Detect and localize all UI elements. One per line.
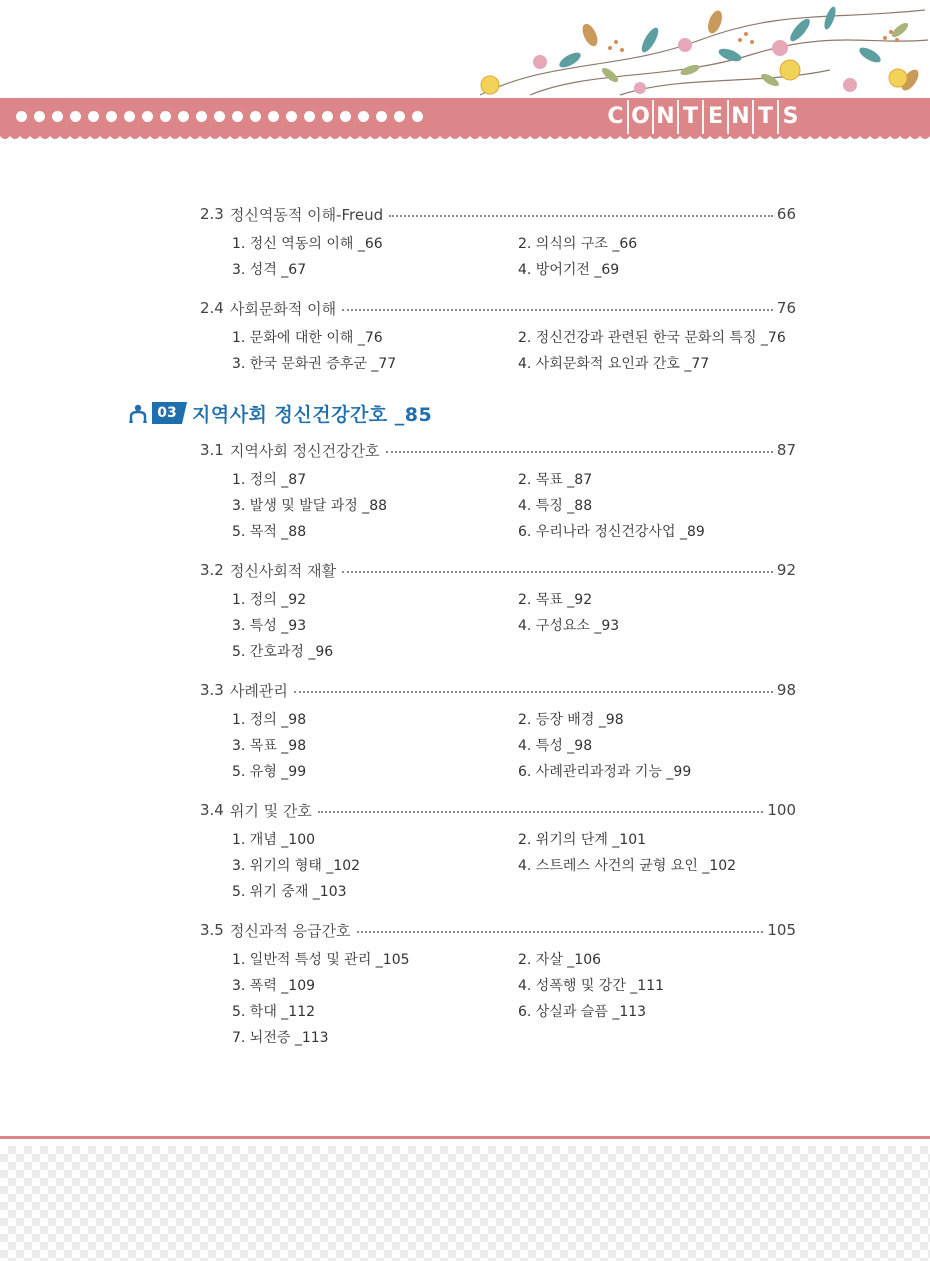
dot xyxy=(250,111,261,122)
toc-section-3-5[interactable] xyxy=(200,919,796,941)
dot xyxy=(106,111,117,122)
dot xyxy=(142,111,153,122)
dot xyxy=(196,111,207,122)
contents-separator xyxy=(752,100,754,134)
section-title: 사회문화적 이해 xyxy=(229,299,337,318)
contents-letter: C xyxy=(607,104,624,129)
footer-checker-pattern xyxy=(0,1146,930,1261)
section-title: 지역사회 정신건강간호 xyxy=(229,441,380,460)
contents-letter: S xyxy=(782,104,799,129)
section-title: 사례관리 xyxy=(229,681,288,700)
toc-item[interactable]: 1. 정의 _92 xyxy=(232,592,307,608)
dot-leader xyxy=(294,691,773,693)
toc-item[interactable]: 3. 특성 _93 xyxy=(232,618,307,634)
dot xyxy=(70,111,81,122)
toc-item[interactable]: 1. 정신 역동의 이해 _66 xyxy=(232,236,383,252)
toc-item[interactable]: 2. 등장 배경 _98 xyxy=(518,712,624,728)
dot-leader xyxy=(318,811,764,813)
section-number: 3.2 xyxy=(200,561,224,579)
contents-separator xyxy=(652,100,654,134)
section-title: 정신사회적 재활 xyxy=(229,561,337,580)
toc-item[interactable]: 3. 발생 및 발달 과정 _88 xyxy=(232,498,388,514)
toc-item[interactable]: 3. 성격 _67 xyxy=(232,262,307,278)
section-number: 3.5 xyxy=(200,921,224,939)
dot xyxy=(160,111,171,122)
contents-letter: N xyxy=(731,104,750,129)
contents-letter: E xyxy=(707,104,724,129)
toc-item[interactable]: 2. 위기의 단계 _101 xyxy=(518,832,647,848)
chapter-number-badge: 03 xyxy=(152,402,182,424)
toc-item[interactable]: 5. 위기 중재 _103 xyxy=(232,884,347,900)
toc-item[interactable]: 5. 학대 _112 xyxy=(232,1004,316,1020)
toc-item[interactable]: 1. 문화에 대한 이해 _76 xyxy=(232,330,383,346)
dot-leader xyxy=(357,931,764,933)
footer-divider xyxy=(0,1136,930,1139)
dot xyxy=(376,111,387,122)
toc-item[interactable]: 6. 사례관리과정과 기능 _99 xyxy=(518,764,692,780)
dot-leader xyxy=(386,451,773,453)
section-number: 2.4 xyxy=(200,299,224,317)
section-title: 정신과적 응급간호 xyxy=(229,921,351,940)
contents-separator xyxy=(777,100,779,134)
contents-letter: N xyxy=(656,104,675,129)
toc-item[interactable]: 2. 목표 _87 xyxy=(518,472,593,488)
dot xyxy=(88,111,99,122)
section-page: 100 xyxy=(767,801,796,819)
dot xyxy=(34,111,45,122)
dot xyxy=(16,111,27,122)
toc-item[interactable]: 1. 일반적 특성 및 관리 _105 xyxy=(232,952,410,968)
dot xyxy=(340,111,351,122)
section-number: 3.1 xyxy=(200,441,224,459)
toc-item[interactable]: 4. 스트레스 사건의 균형 요인 _102 xyxy=(518,858,737,874)
dot xyxy=(52,111,63,122)
contents-letter: T xyxy=(682,104,698,129)
contents-heading xyxy=(604,100,802,134)
dot xyxy=(178,111,189,122)
contents-separator xyxy=(677,100,679,134)
section-page: 92 xyxy=(776,561,796,579)
dot xyxy=(232,111,243,122)
dot xyxy=(124,111,135,122)
contents-separator xyxy=(727,100,729,134)
toc-item[interactable]: 1. 정의 _98 xyxy=(232,712,307,728)
dot-leader xyxy=(342,309,773,311)
dot xyxy=(214,111,225,122)
dot xyxy=(412,111,423,122)
dot xyxy=(358,111,369,122)
toc-item[interactable]: 4. 성폭행 및 강간 _111 xyxy=(518,978,665,994)
toc-item[interactable]: 7. 뇌전증 _113 xyxy=(232,1030,329,1046)
toc-item[interactable]: 6. 상실과 슬픔 _113 xyxy=(518,1004,647,1020)
toc-item[interactable]: 4. 구성요소 _93 xyxy=(518,618,620,634)
toc-section-2-4[interactable] xyxy=(200,297,796,319)
toc-item[interactable]: 2. 자살 _106 xyxy=(518,952,602,968)
toc-item[interactable]: 4. 특성 _98 xyxy=(518,738,593,754)
contents-separator xyxy=(627,100,629,134)
chapter-03-heading[interactable] xyxy=(128,400,432,426)
dot-leader xyxy=(389,215,773,217)
toc-item[interactable]: 2. 의식의 구조 _66 xyxy=(518,236,638,252)
contents-letter: T xyxy=(757,104,773,129)
toc-item[interactable]: 1. 정의 _87 xyxy=(232,472,307,488)
toc-item[interactable]: 5. 목적 _88 xyxy=(232,524,307,540)
toc-section-3-1[interactable] xyxy=(200,439,796,461)
contents-letter: O xyxy=(631,104,650,129)
section-page: 76 xyxy=(776,299,796,317)
toc-section-3-4[interactable] xyxy=(200,799,796,821)
toc-section-3-2[interactable] xyxy=(200,559,796,581)
section-page: 87 xyxy=(776,441,796,459)
toc-item[interactable]: 3. 위기의 형태 _102 xyxy=(232,858,361,874)
toc-item[interactable]: 2. 정신건강과 관련된 한국 문화의 특징 _76 xyxy=(518,330,786,346)
toc-item[interactable]: 3. 폭력 _109 xyxy=(232,978,316,994)
section-title: 정신역동적 이해-Freud xyxy=(229,205,384,224)
dot xyxy=(304,111,315,122)
section-number: 3.3 xyxy=(200,681,224,699)
dot xyxy=(322,111,333,122)
dot-leader xyxy=(342,571,773,573)
section-page: 66 xyxy=(776,205,796,223)
toc-item[interactable]: 4. 방어기전 _69 xyxy=(518,262,620,278)
toc-item[interactable]: 2. 목표 _92 xyxy=(518,592,593,608)
section-page: 105 xyxy=(767,921,796,939)
section-number: 2.3 xyxy=(200,205,224,223)
dot xyxy=(268,111,279,122)
toc-item[interactable]: 5. 유형 _99 xyxy=(232,764,307,780)
toc-section-2-3[interactable] xyxy=(200,203,796,225)
toc-item[interactable]: 5. 간호과정 _96 xyxy=(232,644,334,660)
section-title: 위기 및 간호 xyxy=(229,801,312,820)
person-group-icon xyxy=(128,403,148,423)
section-number: 3.4 xyxy=(200,801,224,819)
dot xyxy=(394,111,405,122)
dot xyxy=(286,111,297,122)
contents-separator xyxy=(702,100,704,134)
toc-item[interactable]: 4. 사회문화적 요인과 간호 _77 xyxy=(518,356,710,372)
section-page: 98 xyxy=(776,681,796,699)
toc-item[interactable]: 3. 목표 _98 xyxy=(232,738,307,754)
toc-item[interactable]: 4. 특징 _88 xyxy=(518,498,593,514)
chapter-title: 지역사회 정신건강간호 _85 xyxy=(192,403,433,426)
toc-item[interactable]: 6. 우리나라 정신건강사업 _89 xyxy=(518,524,705,540)
floral-decoration xyxy=(470,0,930,100)
toc-item[interactable]: 3. 한국 문화권 증후군 _77 xyxy=(232,356,397,372)
toc-section-3-3[interactable] xyxy=(200,679,796,701)
toc-item[interactable]: 1. 개념 _100 xyxy=(232,832,316,848)
